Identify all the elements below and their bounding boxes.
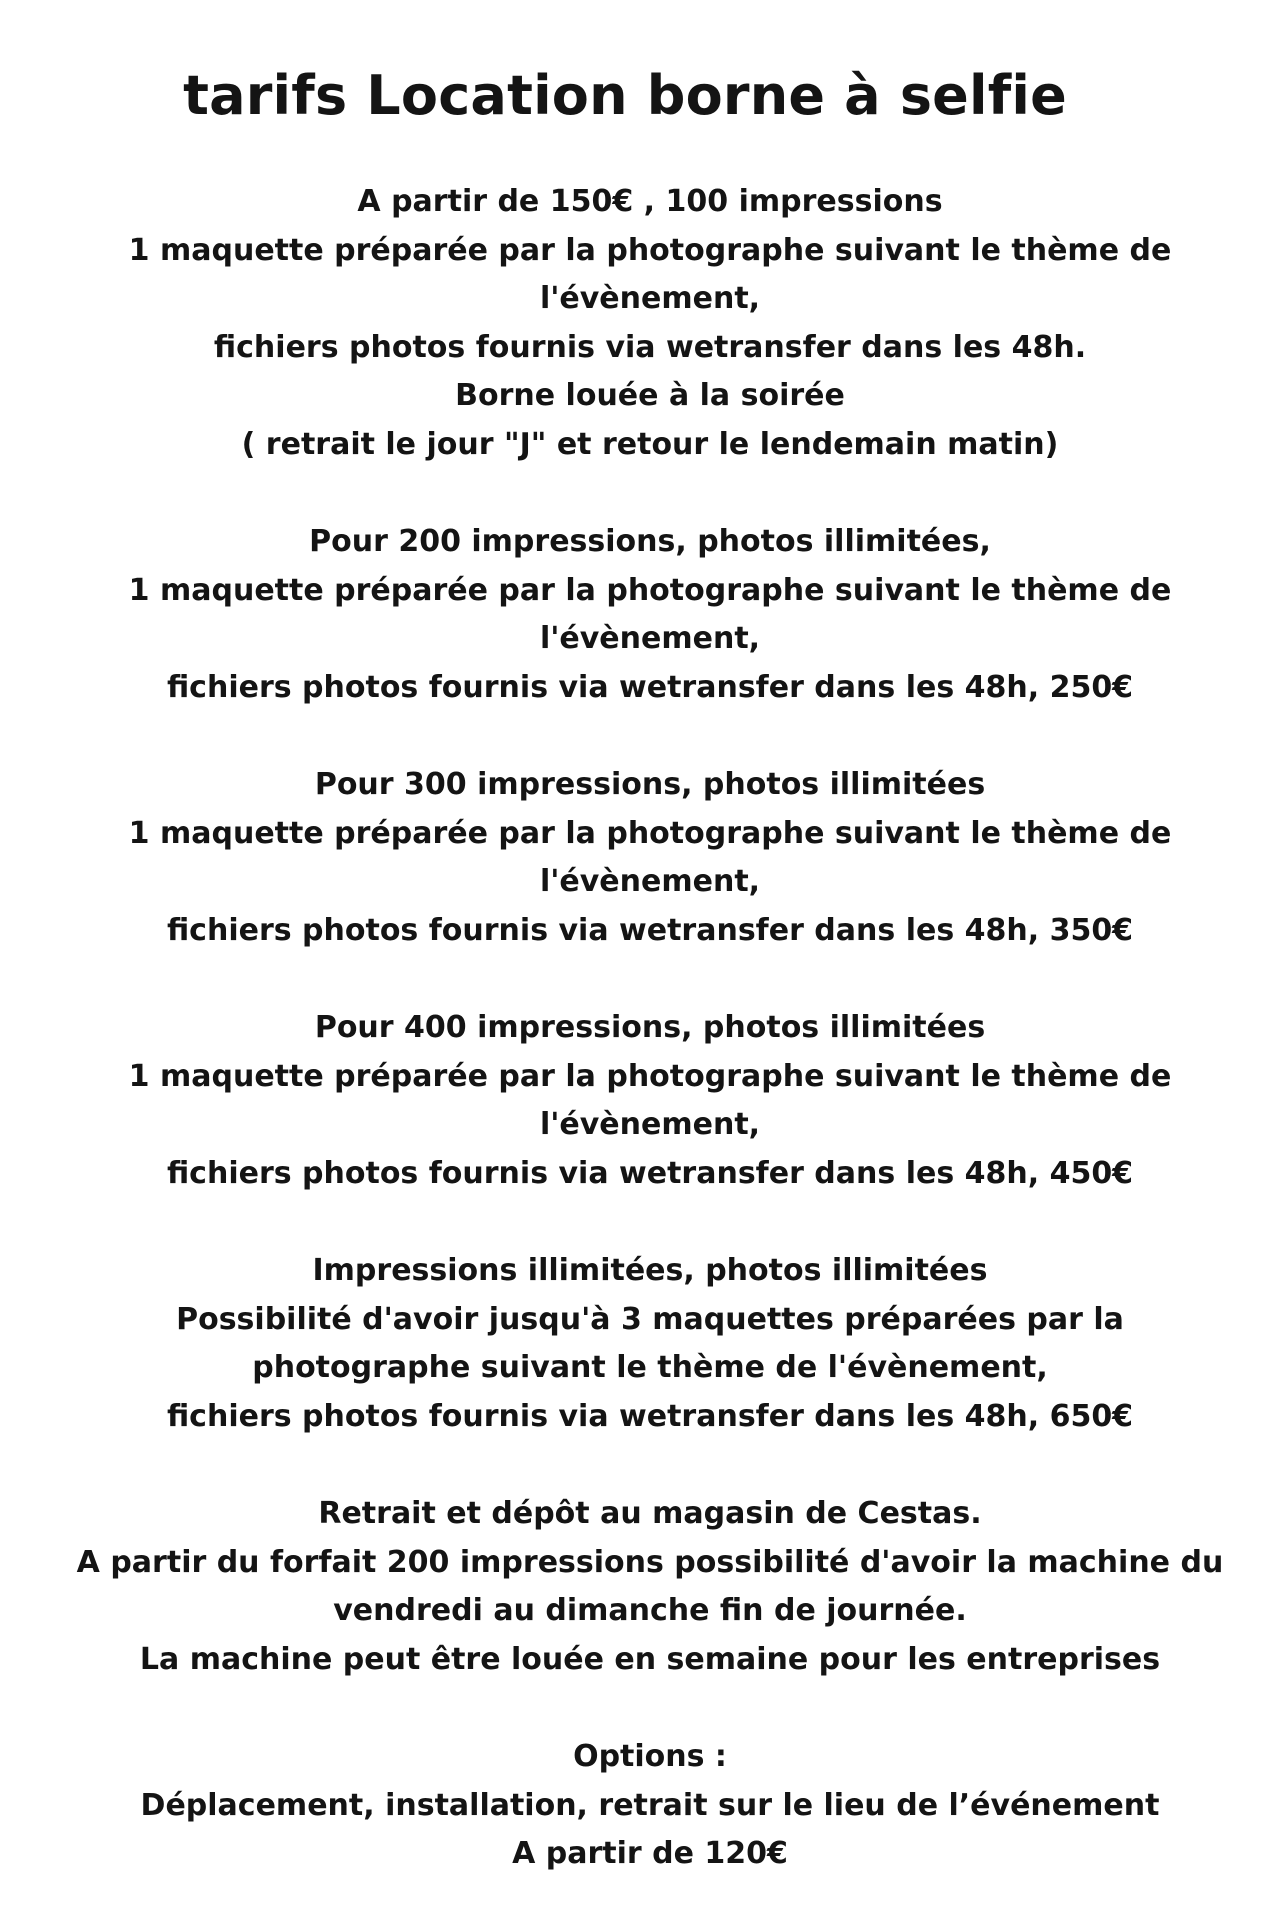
- text-line: fichiers photos fournis via wetransfer dans les 48h, 650€: [166, 1398, 1134, 1434]
- text-line: Pour 400 impressions, photos illimitées: [314, 1010, 986, 1046]
- text-line: Retrait et dépôt au magasin de Cestas.: [318, 1496, 982, 1532]
- text-line: Déplacement, installation, retrait sur le lieu de l’événement: [140, 1787, 1160, 1823]
- text-line: l'évènement,: [539, 621, 761, 657]
- text-line: Possibilité d'avoir jusqu'à 3 maquettes préparées par la: [176, 1301, 1124, 1337]
- text-line: 1 maquette préparée par la photographe suivant le thème de: [128, 572, 1172, 608]
- text-line: A partir de 150€ , 100 impressions: [357, 184, 943, 219]
- section-unlimited-prints: [60, 1247, 1240, 1441]
- text-line: A partir de 120€: [512, 1836, 788, 1872]
- text-line: photographe suivant le thème de l'évènement,: [252, 1350, 1048, 1386]
- text-line: Impressions illimitées, photos illimitées: [312, 1253, 988, 1289]
- spacer: [60, 1684, 1240, 1733]
- text-line: vendredi au dimanche fin de journée.: [333, 1593, 967, 1629]
- section-400-prints: [60, 1004, 1240, 1198]
- spacer: [60, 1441, 1240, 1490]
- text-line: A partir du forfait 200 impressions possibilité d'avoir la machine du: [76, 1544, 1224, 1580]
- text-line: 1 maquette préparée par la photographe suivant le thème de: [128, 815, 1172, 851]
- section-300-prints: [60, 761, 1240, 955]
- pricing-content: [60, 178, 1260, 1879]
- page-title: tarifs Location borne à selfie: [183, 64, 1067, 127]
- section-pickup-info: [60, 1490, 1240, 1684]
- spacer: [60, 713, 1240, 762]
- text-line: fichiers photos fournis via wetransfer dans les 48h.: [213, 329, 1087, 365]
- spacer: [60, 1198, 1240, 1247]
- text-line: fichiers photos fournis via wetransfer dans les 48h, 250€: [166, 669, 1134, 705]
- text-line: 1 maquette préparée par la photographe suivant le thème de: [128, 232, 1172, 268]
- spacer: [60, 470, 1240, 519]
- text-line: l'évènement,: [539, 864, 761, 900]
- text-line: 1 maquette préparée par la photographe suivant le thème de: [128, 1058, 1172, 1094]
- text-line: l'évènement,: [539, 1107, 761, 1143]
- text-line: Pour 200 impressions, photos illimitées,: [309, 524, 991, 560]
- text-line: ( retrait le jour "J" et retour le lendemain matin): [241, 426, 1059, 462]
- spacer: [60, 956, 1240, 1005]
- section-options: [60, 1733, 1240, 1879]
- text-line: fichiers photos fournis via wetransfer dans les 48h, 450€: [166, 1155, 1134, 1191]
- text-line: Pour 300 impressions, photos illimitées: [314, 767, 986, 803]
- text-line: La machine peut être louée en semaine pour les entreprises: [139, 1641, 1161, 1677]
- text-line: l'évènement,: [539, 281, 761, 317]
- text-line: Borne louée à la soirée: [455, 378, 845, 414]
- section-base-offer: [60, 178, 1240, 470]
- text-line: fichiers photos fournis via wetransfer dans les 48h, 350€: [166, 912, 1134, 948]
- text-line: Options :: [573, 1739, 727, 1774]
- section-200-prints: [60, 518, 1240, 712]
